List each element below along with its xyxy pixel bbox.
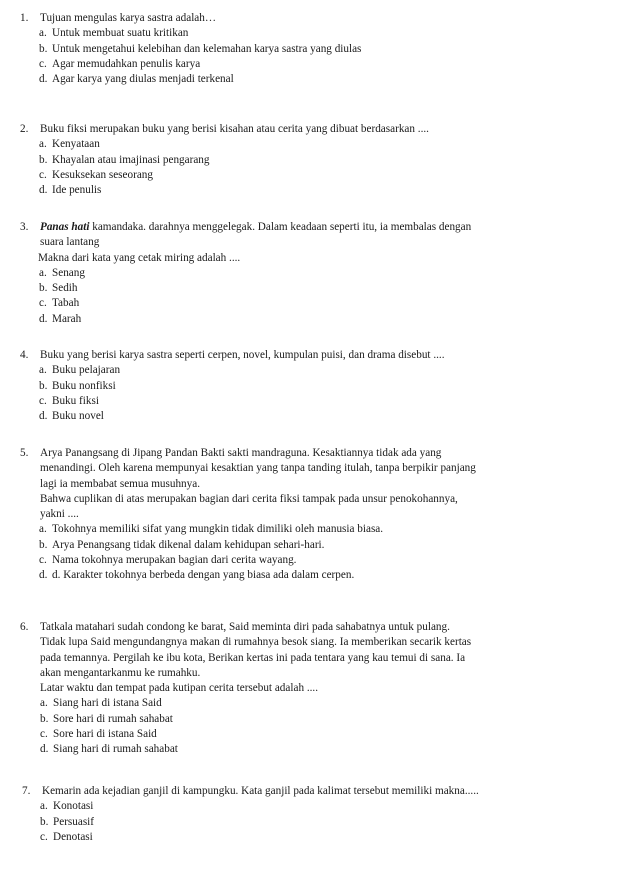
option-d: d. Siang hari di rumah sahabat (40, 743, 178, 756)
question-number: 3. (20, 221, 29, 233)
question-number: 2. (20, 123, 29, 135)
option-d: d. d. Karakter tokohnya berbeda dengan yang biasa ada dalam cerpen. (39, 569, 355, 582)
option-c: c. Sore hari di istana Said (40, 728, 157, 741)
option-d: d. Buku novel (39, 410, 104, 423)
question-stem: 6. Tatkala matahari sudah condong ke barat, Said meminta diri pada sahabatnya untuk pulang. (20, 620, 471, 635)
question-7 (22, 784, 479, 845)
question-3: 3. Panas hati kamandaka. darahnya menggelegak. Dalam keadaan seperti itu, ia membalas dengan suara lantang Makna dari kata yang cetak miring adalah .... a. Senang b. Sedih c. Tabah d. Marah (20, 220, 471, 327)
question-6: 6. Tatkala matahari sudah condong ke barat, Said meminta diri pada sahabatnya untuk pulang. Tidak lupa Said mengundangnya makan di rumahnya besok siang. Ia memberikan secarik kertas pada temannya. Pergilah ke ibu kota, Berikan kertas ini pada tentara yang kau temui di sana. Ia akan mengantarkanmu ke rumahku. Latar waktu dan tempat pada kutipan cerita tersebut adalah .... a. Siang hari di istana Said b. Sore hari di rumah sahabat c. Sore hari di istana Said d. Siang hari di rumah sahabat (20, 620, 471, 758)
question-2 (20, 122, 429, 198)
question-stem: 2. Buku fiksi merupakan buku yang berisi kisahan atau cerita yang dibuat berdasarkan .... (20, 122, 429, 137)
question-stem: 5. Arya Panangsang di Jipang Pandan Bakti sakti mandraguna. Kesaktiannya tidak ada yang (20, 446, 476, 461)
option-d: d. Agar karya yang diulas menjadi terkenal (39, 73, 234, 86)
option-a: a. Tokohnya memiliki sifat yang mungkin tidak dimiliki oleh manusia biasa. (39, 523, 384, 536)
question-number: 4. (20, 349, 29, 361)
question-stem: 7. Kemarin ada kejadian ganjil di kampungku. Kata ganjil pada kalimat tersebut memiliki makna..... (22, 784, 479, 799)
question-number: 6. (20, 621, 29, 633)
question-4 (20, 348, 445, 424)
option-a: a. Konotasi (40, 800, 94, 813)
option-c: c. Tabah (39, 297, 80, 310)
option-b: b. Sedih (39, 282, 78, 295)
question-1 (20, 11, 361, 87)
option-b: b. Untuk mengetahui kelebihan dan kelemahan karya sastra yang diulas (39, 42, 362, 55)
option-b: b. Arya Penangsang tidak dikenal dalam kehidupan sehari-hari. (39, 538, 325, 551)
question-number: 7. (22, 785, 31, 797)
question-5: 5. Arya Panangsang di Jipang Pandan Bakti sakti mandraguna. Kesaktiannya tidak ada yang menandingi. Oleh karena mempunyai kesaktian yang tanpa tanding itulah, tanpa berpikir panjang lagi ia membabat semua musuhnya. Bahwa cuplikan di atas merupakan bagian dari cerita fiksi tampak pada unsur penokohannya, yakni .... a. Tokohnya memiliki sifat yang mungkin tidak dimiliki oleh manusia biasa. b. Arya Penangsang tidak dikenal dalam kehidupan sehari-hari. c. Nama tokohnya merupakan bagian dari cerita wayang. d. d. Karakter tokohnya berbeda dengan yang biasa ada dalam cerpen. (20, 446, 476, 584)
option-a: a. Senang (39, 266, 85, 279)
option-d: d. Ide penulis (39, 184, 102, 197)
italic-phrase: Panas hati (40, 221, 90, 233)
question-number: 5. (20, 447, 29, 459)
option-a: a. Kenyataan (39, 138, 100, 151)
option-a: a. Siang hari di istana Said (40, 697, 162, 710)
option-b: b. Buku nonfiksi (39, 379, 116, 392)
option-b: b. Sore hari di rumah sahabat (40, 712, 173, 725)
option-a: a. Untuk membuat suatu kritikan (39, 27, 189, 40)
option-b: b. Khayalan atau imajinasi pengarang (39, 153, 210, 166)
question-stem: 1. Tujuan mengulas karya sastra adalah… (20, 11, 361, 26)
option-c: c. Buku fiksi (39, 394, 99, 407)
option-d: d. Marah (39, 312, 82, 325)
option-b: b. Persuasif (40, 815, 95, 828)
question-stem: 4. Buku yang berisi karya sastra seperti cerpen, novel, kumpulan puisi, dan drama disebut .... (20, 348, 445, 363)
question-number: 1. (20, 12, 29, 24)
option-c: c. Denotasi (40, 830, 93, 843)
option-c: c. Nama tokohnya merupakan bagian dari cerita wayang. (39, 554, 297, 567)
option-c: c. Kesuksekan seseorang (39, 168, 153, 181)
option-a: a. Buku pelajaran (39, 364, 121, 377)
question-stem: 3. Panas hati kamandaka. darahnya menggelegak. Dalam keadaan seperti itu, ia membalas dengan (20, 220, 471, 235)
option-c: c. Agar memudahkan penulis karya (39, 57, 201, 70)
